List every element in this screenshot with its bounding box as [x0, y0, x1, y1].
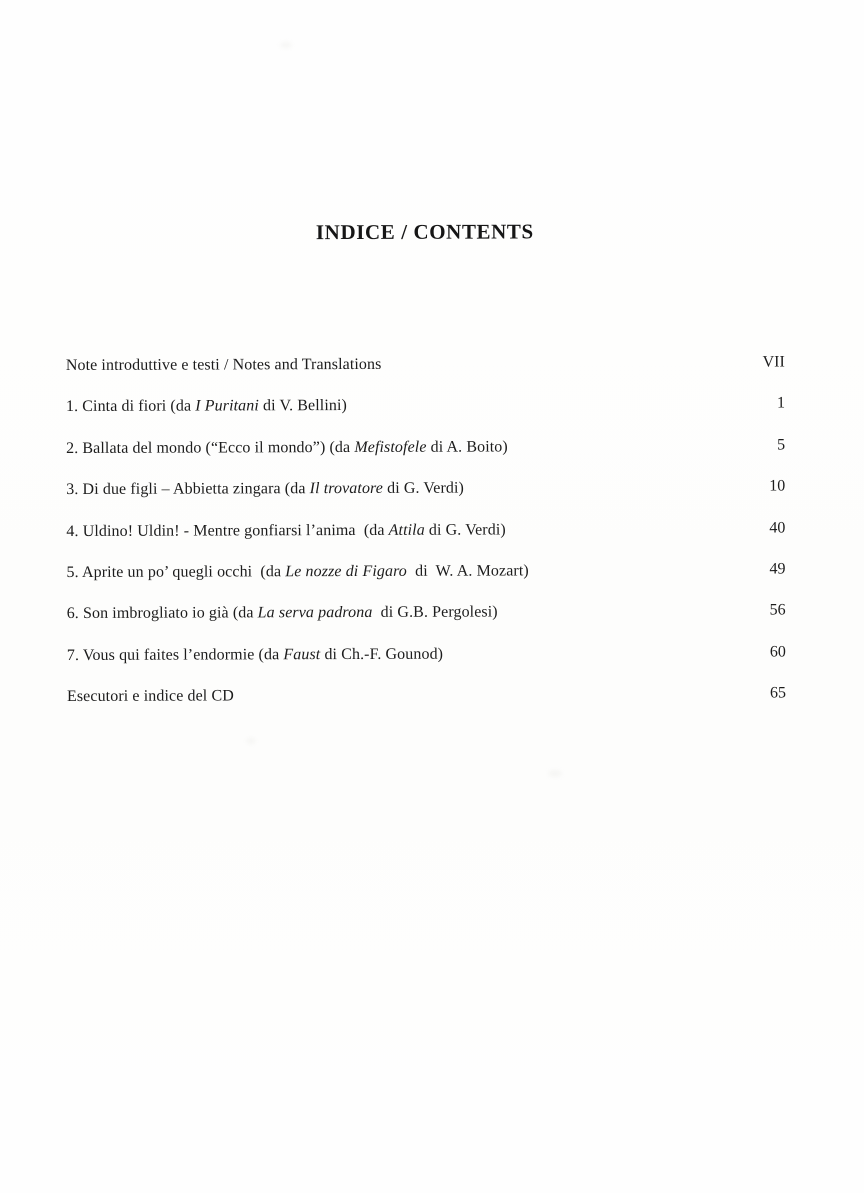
toc-page-number: 65: [769, 684, 786, 702]
toc-page-number: 1: [776, 394, 785, 412]
toc-entry-work-title: Faust: [283, 645, 321, 663]
toc-row: [66, 353, 785, 397]
toc-entry-work-title: La serva padrona: [257, 604, 373, 622]
toc-entry-text: [66, 396, 347, 417]
toc-entry-segment: 7. Vous qui faites l’endormie (da: [66, 645, 284, 664]
toc-entry-segment: Esecutori e indice del CD: [66, 687, 234, 706]
toc-page-number: VII: [762, 353, 785, 371]
toc-row: [66, 478, 785, 522]
toc-entry-work-title: Il trovatore: [309, 480, 384, 498]
toc-entry-text: [67, 687, 234, 708]
toc-entry-segment: 5. Aprite un po’ quegli occhi (da: [66, 563, 286, 581]
toc-entry-work-title: Le nozze di Figaro: [285, 562, 407, 581]
toc-entry-segment: di G.B. Pergolesi): [372, 603, 498, 622]
toc-page-number: 60: [769, 643, 786, 661]
toc-entry-text: [66, 355, 382, 376]
toc-entry-text: [67, 644, 443, 665]
toc-row: [67, 685, 786, 729]
toc-row: [67, 643, 786, 687]
toc-row: [66, 436, 785, 480]
toc-entry-segment: 1. Cinta di fiori (da: [65, 397, 196, 416]
toc-entry-segment: di W. A. Mozart): [406, 562, 529, 580]
toc-entry-segment: 6. Son imbrogliato io già (da: [66, 604, 258, 623]
toc-page-number: 49: [769, 560, 786, 578]
toc-list: [66, 353, 786, 728]
toc-page-number: 40: [769, 519, 786, 537]
toc-entry-segment: 3. Di due figli – Abbietta zingara (da: [66, 480, 310, 499]
toc-entry-text: [66, 520, 505, 542]
toc-entry-text: [66, 437, 508, 459]
toc-row: [66, 519, 785, 563]
toc-entry-text: [66, 561, 528, 583]
toc-row: [67, 602, 786, 646]
toc-row: [66, 395, 785, 439]
page-content: [65, 0, 788, 1193]
toc-page-number: 5: [777, 436, 786, 454]
toc-entry-work-title: I Puritani: [195, 397, 259, 415]
toc-entry-segment: di A. Boito): [426, 438, 508, 456]
toc-entry-segment: di Ch.-F. Gounod): [320, 645, 444, 663]
toc-entry-segment: di V. Bellini): [258, 397, 347, 415]
toc-entry-text: [67, 603, 498, 625]
toc-entry-segment: di G. Verdi): [424, 521, 506, 539]
page-title: INDICE / CONTENTS: [315, 219, 534, 245]
toc-entry-segment: 4. Uldino! Uldin! - Mentre gonfiarsi l’anima (da: [66, 521, 389, 540]
toc-page-number: 10: [769, 477, 786, 495]
toc-page-number: 56: [769, 601, 786, 619]
toc-row: [66, 560, 785, 604]
toc-entry-segment: 2. Ballata del mondo (“Ecco il mondo”) (da: [66, 438, 355, 457]
toc-entry-text: [66, 479, 464, 500]
toc-entry-segment: Note introduttive e testi / Notes and Translations: [65, 355, 382, 375]
toc-entry-segment: di G. Verdi): [382, 479, 465, 498]
toc-entry-work-title: Attila: [388, 521, 425, 539]
toc-entry-work-title: Mefistofele: [354, 438, 427, 456]
